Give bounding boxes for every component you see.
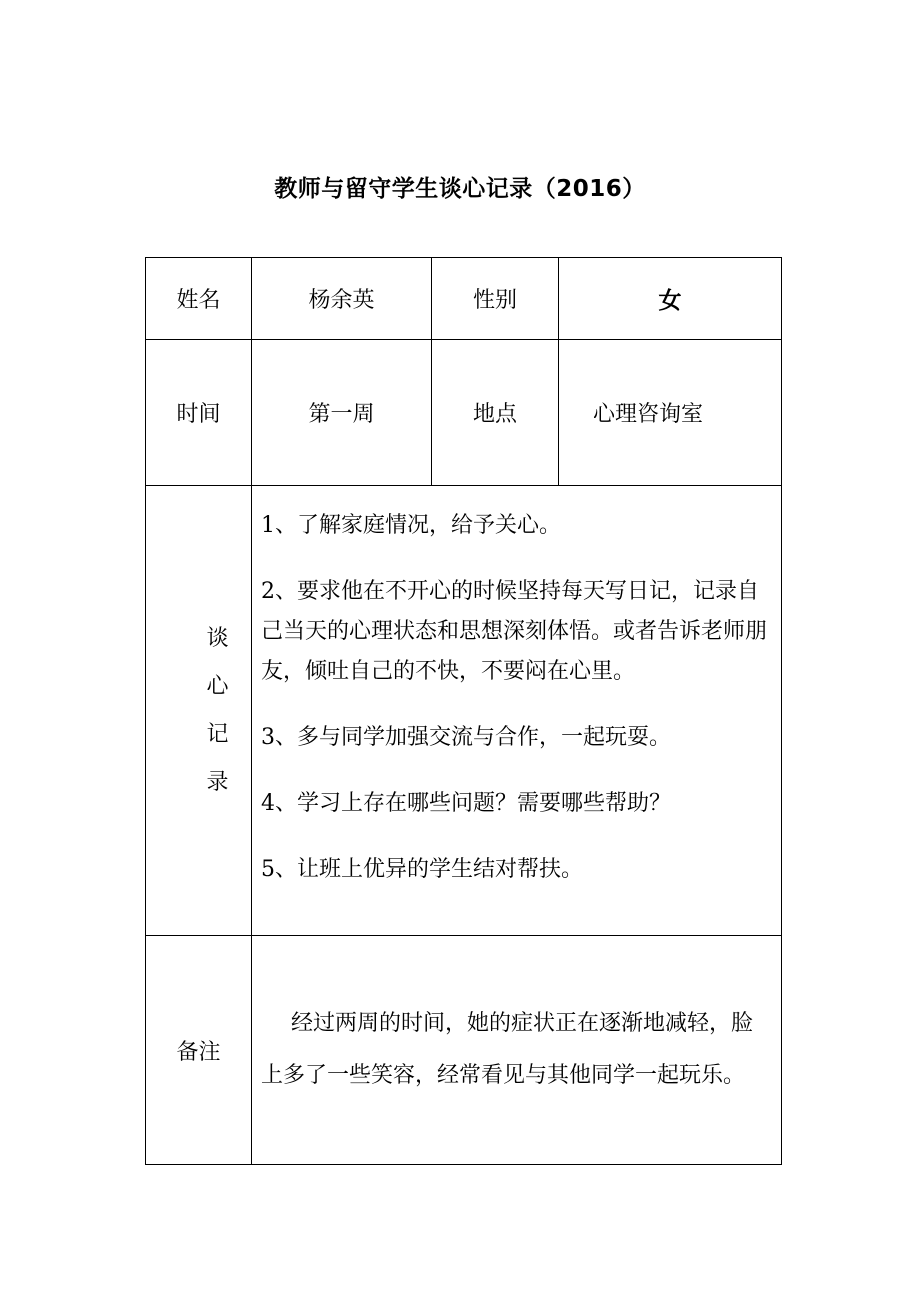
- document-title: 教师与留守学生谈心记录（2016）: [274, 176, 646, 202]
- talk-label-char: 谈: [206, 625, 229, 651]
- note-row: [146, 936, 782, 1165]
- note-value: 经过两周的时间，她的症状正在逐渐地减轻，脸上多了一些笑容，经常看见与其他同学一起玩乐。: [252, 936, 782, 1165]
- talk-label: [146, 615, 251, 807]
- time-place-row: [146, 340, 782, 486]
- talk-item: 5、让班上优异的学生结对帮扶。: [261, 857, 583, 882]
- talk-label-char: 记: [206, 721, 229, 747]
- talk-content: [252, 486, 782, 936]
- talk-label-cell: [146, 486, 252, 936]
- talk-record-row: [146, 486, 782, 936]
- basic-info-row: [146, 258, 782, 340]
- gender-value: 女: [559, 258, 782, 340]
- time-value: 第一周: [252, 340, 432, 486]
- place-value: 心理咨询室: [559, 340, 782, 486]
- name-value: 杨余英: [252, 258, 432, 340]
- talk-record-table: [145, 257, 782, 1165]
- gender-label: 性别: [432, 258, 559, 340]
- talk-label-char: 心: [206, 673, 229, 699]
- talk-label-char: 录: [206, 769, 229, 795]
- talk-item: 1、了解家庭情况，给予关心。: [261, 513, 561, 538]
- name-label: 姓名: [146, 258, 252, 340]
- talk-item: 3、多与同学加强交流与合作，一起玩耍。: [261, 725, 671, 750]
- time-label: 时间: [146, 340, 252, 486]
- note-label: 备注: [146, 936, 252, 1165]
- talk-item: 4、学习上存在哪些问题？需要哪些帮助？: [261, 791, 671, 816]
- place-label: 地点: [432, 340, 559, 486]
- talk-item: 2、要求他在不开心的时候坚持每天写日记，记录自己当天的心理状态和思想深刻体悟。或者告诉老师朋友，倾吐自己的不快，不要闷在心里。: [261, 579, 768, 684]
